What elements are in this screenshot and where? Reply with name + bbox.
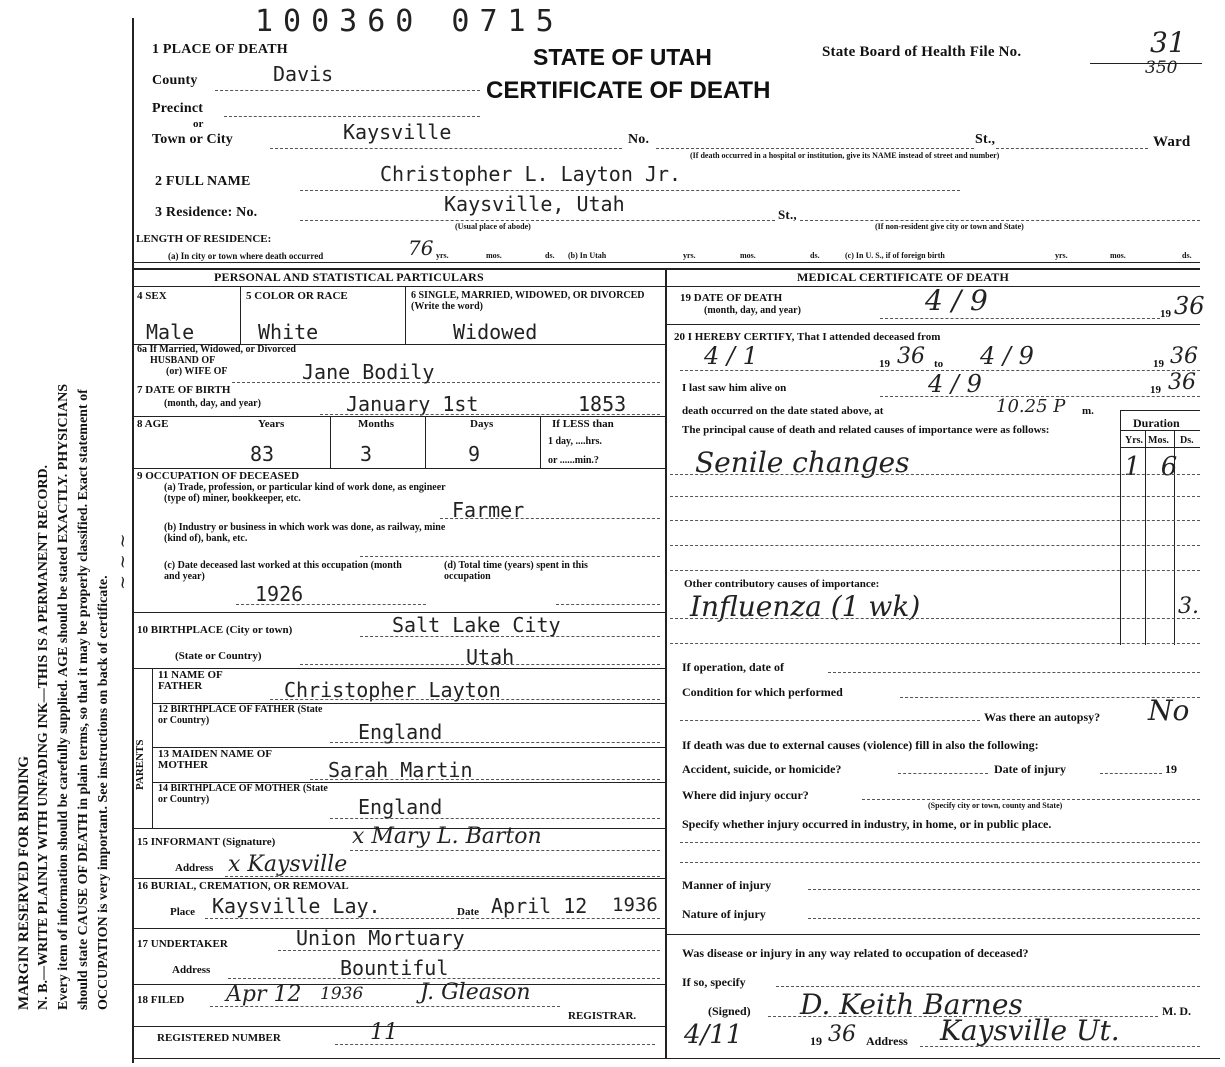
residence-st-rule: [800, 220, 1200, 221]
registered-number-rule: [335, 1044, 655, 1045]
length-residence-value: 76: [408, 236, 434, 260]
contributory-duration: 3.: [1178, 594, 1199, 619]
margin-note-2: N. B.—WRITE PLAINLY WITH UNFADING INK—THIS IS A PERMANENT RECORD.: [36, 464, 51, 1010]
occupation-value: Farmer: [452, 498, 525, 522]
burial-place-label: Place: [170, 906, 196, 918]
father-value: Christopher Layton: [284, 678, 501, 702]
state-country-label: (State or Country): [175, 650, 262, 662]
margin-note-1: MARGIN RESERVED FOR BINDING: [16, 755, 32, 1010]
ds-label-a: ds.: [545, 251, 555, 260]
attended-to-year: 36: [1170, 344, 1198, 369]
residence-value: Kaysville, Utah: [444, 192, 625, 216]
md-label: M. D.: [1162, 1004, 1191, 1018]
burial-date: April 12: [491, 894, 588, 918]
last-worked-rule: [236, 604, 426, 605]
duration-sub-rule: [1120, 430, 1200, 431]
burial-place: Kaysville Lay.: [212, 894, 381, 918]
ward-rule: [996, 148, 1148, 149]
abode-note: (Usual place of abode): [455, 222, 531, 231]
cause-rule-7: [670, 643, 1200, 644]
spouse-label-2: HUSBAND OF: [150, 355, 216, 366]
ward-label: Ward: [1153, 134, 1191, 150]
in-us-label: (c) In U. S., if of foreign birth: [845, 251, 945, 260]
principal-duration: 1 6: [1124, 452, 1184, 482]
attended-to: 4 / 9: [980, 342, 1034, 370]
ifso-rule: [776, 986, 1200, 987]
injury-date-label: Date of injury: [994, 762, 1066, 776]
contributory-cause: Influenza (1 wk): [690, 590, 921, 623]
day-hrs-label: 1 day, ....hrs.: [548, 436, 602, 447]
where-label: Where did injury occur?: [682, 788, 809, 802]
birthplace-label: 10 BIRTHPLACE (City or town): [137, 624, 293, 636]
age-years: 83: [250, 442, 275, 466]
last-saw-date: 4 / 9: [928, 370, 982, 398]
cause-rule-6: [670, 618, 1200, 619]
cause-rule-4: [670, 545, 1200, 546]
undertaker-address: Bountiful: [340, 956, 449, 980]
color-label: 5 COLOR OR RACE: [246, 290, 348, 302]
injury-date-rule: [1100, 773, 1162, 774]
death-time: 10.25 P: [996, 396, 1066, 417]
marital-label: 6 SINGLE, MARRIED, WIDOWED, OR DIVORCED (Write the word): [411, 290, 645, 312]
age-less-divider: [540, 416, 541, 468]
attended-from: 4 / 1: [704, 342, 758, 370]
undertaker-value: Union Mortuary: [296, 926, 465, 950]
physician-address: Kaysville Ut.: [940, 1014, 1120, 1047]
residence-rule: [300, 220, 775, 221]
margin-signature: ~ ~ ~: [112, 533, 133, 590]
bottom-border: [132, 1058, 1220, 1059]
town-value: Kaysville: [343, 120, 452, 144]
informant-bottom-rule: [132, 878, 665, 879]
mother-bp-value: England: [358, 795, 443, 819]
industry-rule: [360, 556, 660, 557]
filed-label: 18 FILED: [137, 994, 185, 1006]
attended-to-century: 19: [1153, 358, 1164, 370]
cause-rule-1: [670, 474, 1200, 475]
autopsy-value: No: [1148, 694, 1190, 727]
state-title: STATE OF UTAH: [533, 44, 712, 70]
informant-rule: [350, 850, 660, 851]
nature-rule: [808, 918, 1200, 919]
color-marital-divider: [405, 286, 406, 344]
specify-label: Specify whether injury occurred in industry, in home, or in public place.: [682, 817, 1052, 831]
length-residence-label: LENGTH OF RESIDENCE:: [136, 233, 272, 245]
precinct-label: Precinct: [152, 101, 204, 116]
death-year: 36: [1174, 292, 1205, 320]
last-saw-year: 36: [1168, 370, 1196, 395]
yrs-label-c: yrs.: [1055, 251, 1068, 260]
certify-label: 20 I HEREBY CERTIFY, That I attended deceased from: [674, 331, 941, 343]
last-saw-century: 19: [1150, 384, 1161, 396]
spouse-value: Jane Bodily: [302, 360, 435, 384]
death-year-century: 19: [1160, 308, 1171, 320]
spouse-rule: [232, 382, 660, 383]
injury-century: 19: [1165, 762, 1177, 776]
father-bp-value: England: [358, 720, 443, 744]
contributory-label: Other contributory causes of importance:: [684, 578, 880, 590]
condition-rule-2: [680, 720, 980, 721]
manner-label: Manner of injury: [682, 878, 772, 892]
dob-value: January 1st: [346, 392, 479, 416]
serial-number: 100360 0715: [255, 4, 564, 39]
operation-label: If operation, date of: [682, 660, 784, 674]
ds-label-c: ds.: [1182, 251, 1192, 260]
town-rule: [270, 148, 622, 149]
occupation-label: 9 OCCUPATION OF DECEASED: [137, 470, 300, 482]
m-label: m.: [1082, 405, 1094, 417]
birthplace-city-rule: [360, 636, 660, 637]
sign-date: 4/11: [684, 1020, 743, 1050]
father-bp-label: 12 BIRTHPLACE OF FATHER (State or Country): [158, 704, 323, 726]
informant-address-label: Address: [175, 862, 214, 874]
yrs-label-a: yrs.: [436, 251, 449, 260]
years-label: Years: [258, 418, 285, 430]
last-saw-label: I last saw him alive on: [682, 382, 787, 394]
burial-year: 1936: [612, 894, 658, 916]
duration-ds: Ds.: [1180, 435, 1194, 446]
precinct-rule: [224, 116, 480, 117]
principal-cause: Senile changes: [695, 446, 910, 479]
county-rule: [215, 90, 480, 91]
spouse-label-1: 6a If Married, Widowed, or Divorced: [137, 344, 296, 355]
death-date-rule: [880, 318, 1160, 319]
undertaker-label: 17 UNDERTAKER: [137, 938, 228, 950]
duration-mos: Mos.: [1148, 435, 1169, 446]
burial-label: 16 BURIAL, CREMATION, OR REMOVAL: [137, 880, 349, 892]
birthplace-city: Salt Lake City: [392, 613, 561, 637]
mother-bp-label: 14 BIRTHPLACE OF MOTHER (State or Country): [158, 783, 328, 805]
attended-from-century: 19: [879, 358, 890, 370]
operation-rule: [828, 672, 1200, 673]
where-note: (Specify city or town, county and State): [928, 801, 1063, 810]
mos-label-a: mos.: [486, 251, 502, 260]
signed-label: (Signed): [708, 1004, 751, 1018]
nonresident-note: (If non-resident give city or town and State): [875, 222, 1024, 231]
file-no-top: 31: [1150, 26, 1186, 59]
mother-value: Sarah Martin: [328, 758, 473, 782]
or-label: or: [193, 118, 204, 130]
in-utah-label: (b) In Utah: [568, 251, 607, 260]
dob-year: 1853: [578, 392, 627, 416]
file-no-bottom: 350: [1145, 58, 1178, 78]
personal-section-title: PERSONAL AND STATISTICAL PARTICULARS: [214, 270, 484, 284]
nature-bottom-rule: [665, 934, 1200, 935]
spouse-label-3: (or) WIFE OF: [166, 366, 228, 377]
death-date-label: 19 DATE OF DEATH: [680, 292, 783, 304]
principal-cause-label: The principal cause of death and related causes of importance were as follows:: [682, 424, 1050, 436]
mother-label: 13 MAIDEN NAME OF MOTHER: [158, 748, 272, 771]
dob-sub-label: (month, day, and year): [164, 398, 261, 409]
st-label: St.,: [975, 132, 996, 147]
cause-rule-2: [670, 496, 1200, 497]
undertaker-rule: [278, 950, 660, 951]
filed-date: Apr 12: [226, 982, 302, 1007]
occ-a-label: (a) Trade, profession, or particular kind of work done, as engineer (type of) miner, bookkeeper, etc.: [164, 482, 446, 504]
age-days-divider: [425, 416, 426, 468]
medical-20-rule: [665, 324, 1200, 325]
mother-bp-rule: [330, 818, 660, 819]
hospital-note: (If death occurred in a hospital or institution, give its NAME instead of street and number): [690, 151, 1000, 160]
age-months-divider: [330, 416, 331, 468]
registrar-signature: J. Gleason: [420, 980, 531, 1005]
parents-divider: [152, 668, 153, 828]
sex-value: Male: [146, 320, 195, 344]
ifso-label: If so, specify: [682, 975, 746, 989]
registrar-label: REGISTRAR.: [568, 1010, 637, 1022]
where-rule: [862, 799, 1200, 800]
physician-address-label: Address: [866, 1034, 908, 1048]
attended-from-year: 36: [897, 344, 925, 369]
age-days: 9: [468, 442, 481, 466]
age-months: 3: [360, 442, 373, 466]
sign-year: 36: [828, 1022, 856, 1047]
or-min-label: or ......min.?: [548, 455, 599, 466]
medical-section-title: MEDICAL CERTIFICATE OF DEATH: [797, 270, 1009, 284]
father-bp-rule: [330, 742, 660, 743]
filed-rule: [210, 1006, 560, 1007]
occupation-rule: [440, 518, 660, 519]
occ-c-label: (c) Date deceased last worked at this occupation (month and year): [164, 560, 402, 582]
full-name-rule: [300, 190, 960, 191]
mos-label-c: mos.: [1110, 251, 1126, 260]
sign-century: 19: [810, 1034, 822, 1048]
months-label: Months: [358, 418, 395, 430]
age-bottom-rule: [132, 468, 665, 469]
ds-label-b: ds.: [810, 251, 820, 260]
informant-address-rule: [225, 876, 660, 877]
registered-number: 11: [370, 1020, 398, 1045]
father-label: 11 NAME OF FATHER: [158, 669, 223, 692]
mos-label-b: mos.: [740, 251, 756, 260]
birthplace-state: Utah: [466, 645, 515, 669]
cause-rule-5: [670, 570, 1200, 571]
undertaker-address-label: Address: [172, 964, 211, 976]
personal-subtitle-rule: [132, 286, 1200, 287]
center-divider: [665, 268, 667, 1058]
physician-signature: D. Keith Barnes: [800, 988, 1023, 1021]
dob-rule: [320, 414, 660, 415]
full-name-label: 2 FULL NAME: [155, 174, 251, 189]
margin-note-3: Every item of information should be carefully supplied. AGE should be stated EXACTLY. PHYSICIANS: [56, 383, 71, 1010]
informant-address: x Kaysville: [228, 852, 348, 877]
residence-label: 3 Residence: No.: [155, 205, 258, 220]
accident-label: Accident, suicide, or homicide?: [682, 762, 842, 776]
days-label: Days: [470, 418, 494, 430]
physician-address-rule: [920, 1046, 1200, 1047]
death-date: 4 / 9: [925, 284, 988, 317]
cause-rule-3: [670, 520, 1200, 521]
certificate-title: CERTIFICATE OF DEATH: [486, 77, 771, 104]
marital-value: Widowed: [453, 320, 538, 344]
color-value: White: [258, 320, 319, 344]
occ-b-label: (b) Industry or business in which work was done, as railway, mine (kind of), bank, etc.: [164, 522, 446, 544]
last-worked-value: 1926: [255, 582, 304, 606]
registered-number-label: REGISTERED NUMBER: [157, 1032, 281, 1044]
duration-label: Duration: [1133, 416, 1180, 430]
no-label: No.: [628, 132, 650, 147]
mother-rule: [310, 779, 660, 780]
less-than-label: If LESS than: [552, 418, 614, 430]
nature-label: Nature of injury: [682, 907, 766, 921]
sex-color-divider: [240, 286, 241, 344]
county-label: County: [152, 73, 198, 88]
to-label: to: [934, 358, 944, 370]
accident-rule: [898, 773, 988, 774]
age-label: 8 AGE: [137, 418, 169, 430]
margin-note-4: should state CAUSE OF DEATH in plain terms, so that it may be properly classified. Exact statement of: [76, 389, 91, 1010]
occurred-label: death occurred on the date stated above, at: [682, 405, 884, 417]
specify-rule-2: [680, 862, 1200, 863]
duration-yrs: Yrs.: [1125, 435, 1144, 446]
father-rule: [270, 699, 660, 700]
left-border: [132, 18, 134, 1063]
age-top-rule: [132, 416, 665, 417]
manner-rule: [808, 889, 1200, 890]
informant-label: 15 INFORMANT (Signature): [137, 836, 276, 848]
length-residence-detail: (a) In city or town where death occurred: [168, 251, 324, 261]
town-label: Town or City: [152, 132, 233, 147]
occ-d-label: (d) Total time (years) spent in this occupation: [444, 560, 588, 582]
informant-signature: x Mary L. Barton: [352, 824, 542, 849]
residence-bottom-rule: [132, 262, 1200, 263]
street-rule: [656, 148, 974, 149]
birthplace-state-rule: [300, 664, 660, 665]
undertaker-address-rule: [228, 978, 660, 979]
sex-label: 4 SEX: [137, 290, 167, 302]
yrs-label-b: yrs.: [683, 251, 696, 260]
specify-rule-1: [680, 842, 1200, 843]
file-no-label: State Board of Health File No.: [822, 44, 1022, 60]
autopsy-label: Was there an autopsy?: [984, 710, 1101, 724]
full-name-value: Christopher L. Layton Jr.: [380, 162, 682, 186]
dob-label: 7 DATE OF BIRTH: [137, 384, 231, 396]
total-time-rule: [556, 604, 660, 605]
parents-side-label: PARENTS: [134, 739, 146, 790]
undertaker-bottom-rule: [132, 984, 665, 985]
external-causes-label: If death was due to external causes (violence) fill in also the following:: [682, 738, 1039, 752]
duration-top-rule: [1120, 410, 1200, 411]
duration-left-divider: [1120, 410, 1121, 645]
filed-year: 1936: [320, 984, 364, 1004]
county-value: Davis: [273, 62, 334, 86]
death-date-sub: (month, day, and year): [704, 305, 801, 316]
place-of-death-label: 1 PLACE OF DEATH: [152, 42, 288, 57]
burial-rule: [205, 918, 660, 919]
filed-bottom-rule: [132, 1026, 665, 1027]
condition-label: Condition for which performed: [682, 685, 843, 699]
burial-date-label: Date: [457, 906, 479, 918]
margin-note-5: OCCUPATION is very important. See instructions on back of certificate.: [96, 575, 111, 1010]
duration-header-bottom: [1120, 447, 1200, 448]
residence-st-label: St.,: [778, 207, 797, 222]
related-label: Was disease or injury in any way related to occupation of deceased?: [682, 946, 1029, 960]
